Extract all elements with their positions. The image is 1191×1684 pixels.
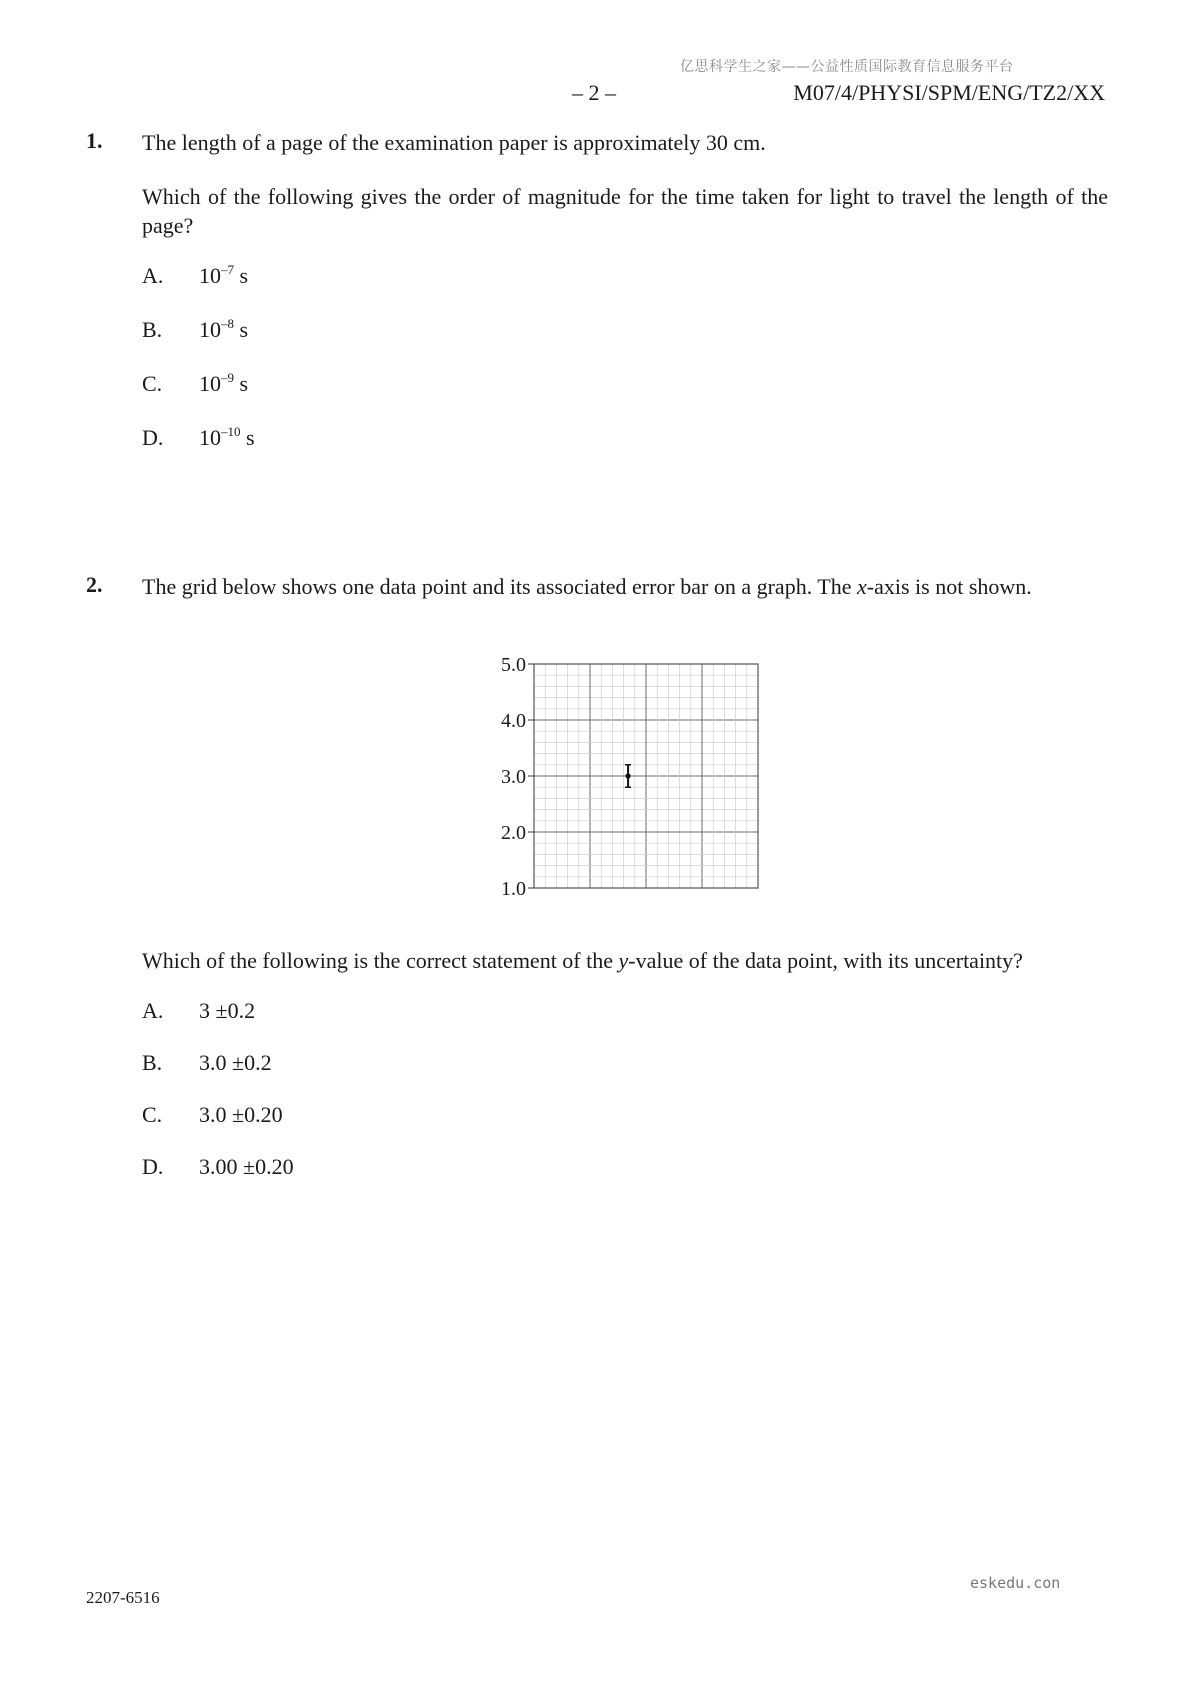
option-unit: s bbox=[246, 425, 255, 450]
footer-code: 2207-6516 bbox=[86, 1588, 160, 1607]
y-tick-label: 5.0 bbox=[501, 656, 526, 676]
y-tick-label: 3.0 bbox=[501, 766, 526, 788]
q1-option-a[interactable] bbox=[142, 262, 248, 289]
y-tick-label: 1.0 bbox=[501, 878, 526, 896]
q1-option-d[interactable] bbox=[142, 424, 255, 451]
paper-code: M07/4/PHYSI/SPM/ENG/TZ2/XX bbox=[793, 80, 1105, 105]
y-tick-label: 2.0 bbox=[501, 822, 526, 844]
option-letter: A. bbox=[142, 263, 164, 288]
option-exponent: –10 bbox=[221, 424, 241, 439]
question-1-number: 1. bbox=[86, 128, 103, 153]
option-exponent: –9 bbox=[221, 370, 234, 385]
y-tick-label: 4.0 bbox=[501, 710, 526, 732]
option-unit: s bbox=[239, 371, 249, 396]
question-1-prompt: Which of the following gives the order of magnitude for the time taken for light to travel the length of the page? bbox=[142, 184, 1108, 238]
q2-option-d[interactable] bbox=[142, 1154, 294, 1180]
option-unit: s bbox=[239, 317, 249, 342]
page-number: – 2 – bbox=[572, 80, 616, 105]
question-1-text: The length of a page of the examination paper is approximately 30 cm. bbox=[142, 130, 766, 155]
question-2-text: The grid below shows one data point and its associated error bar on a graph. The x-axis is not shown. bbox=[142, 574, 1032, 599]
option-base: 10 bbox=[199, 263, 221, 288]
option-exponent: –7 bbox=[221, 262, 234, 277]
q2-option-a[interactable] bbox=[142, 998, 255, 1024]
option-letter: D. bbox=[142, 425, 164, 450]
option-letter: C. bbox=[142, 1102, 163, 1127]
option-base: 10 bbox=[199, 371, 221, 396]
data-point bbox=[625, 773, 630, 778]
footer-site: eskedu.con bbox=[970, 1574, 1061, 1592]
option-letter: B. bbox=[142, 1050, 163, 1075]
option-letter: A. bbox=[142, 998, 164, 1023]
error-bar-chart bbox=[480, 656, 780, 896]
option-value: 3 ±0.2 bbox=[199, 998, 256, 1023]
option-value: 3.0 ±0.2 bbox=[199, 1050, 272, 1075]
option-base: 10 bbox=[199, 425, 221, 450]
q1-option-c[interactable] bbox=[142, 370, 248, 397]
q2-option-b[interactable] bbox=[142, 1050, 272, 1076]
option-value: 3.00 ±0.20 bbox=[199, 1154, 294, 1179]
option-letter: D. bbox=[142, 1154, 164, 1179]
option-unit: s bbox=[239, 263, 249, 288]
q1-option-b[interactable] bbox=[142, 316, 248, 343]
option-exponent: –8 bbox=[221, 316, 234, 331]
option-letter: C. bbox=[142, 371, 163, 396]
option-letter: B. bbox=[142, 317, 163, 342]
option-value: 3.0 ±0.20 bbox=[199, 1102, 283, 1127]
watermark-text: 亿思科学生之家——公益性质国际教育信息服务平台 bbox=[680, 59, 1014, 75]
option-base: 10 bbox=[199, 317, 221, 342]
question-2-number: 2. bbox=[86, 572, 103, 597]
question-2-prompt: Which of the following is the correct statement of the y-value of the data point, with its uncertainty? bbox=[142, 948, 1023, 973]
q2-option-c[interactable] bbox=[142, 1102, 283, 1128]
